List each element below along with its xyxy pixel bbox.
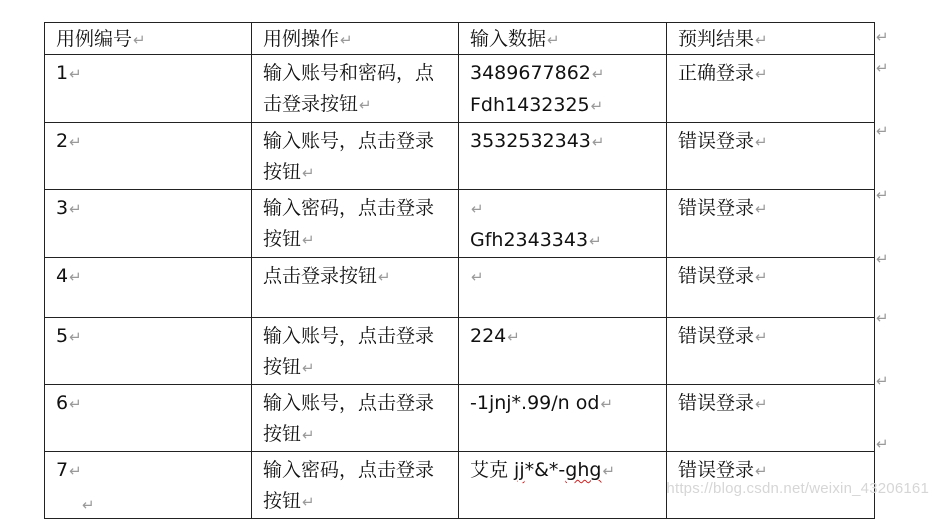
paragraph-mark-icon: ↵ xyxy=(82,496,95,514)
paragraph-mark-icon: ↵ xyxy=(755,328,768,346)
paragraph-mark-icon: ↵ xyxy=(69,328,82,346)
expected-cell: 错误登录↵ xyxy=(667,190,875,258)
case-id-cell: 3↵ xyxy=(45,190,252,258)
operation-line: 输入账号和密码，点 xyxy=(263,62,435,84)
case-id-cell: 1↵ xyxy=(45,55,252,123)
paragraph-mark-icon: ↵ xyxy=(69,395,82,413)
input-cell: 艾克 jj*&*-ghg↵ xyxy=(459,452,667,519)
paragraph-mark-icon: ↵ xyxy=(589,232,602,250)
paragraph-mark-icon: ↵ xyxy=(755,268,768,286)
expected-cell: 正确登录↵ xyxy=(667,55,875,123)
operation-cell xyxy=(252,318,459,385)
header-case-id: 用例编号↵ xyxy=(45,23,252,55)
table-row xyxy=(45,55,875,123)
paragraph-mark-icon: ↵ xyxy=(302,359,315,377)
paragraph-mark-icon: ↵ xyxy=(755,65,768,83)
expected-cell: 错误登录↵ xyxy=(667,318,875,385)
input-cell: 224↵ xyxy=(459,318,667,385)
table-row xyxy=(45,318,875,385)
row-end-mark-icon: ↵ xyxy=(876,122,889,140)
table-row xyxy=(45,385,875,452)
header-input: 输入数据↵ xyxy=(459,23,667,55)
input-line: 3489677862 xyxy=(470,62,591,84)
paragraph-mark-icon: ↵ xyxy=(302,493,315,511)
case-id-cell: 4↵ xyxy=(45,258,252,318)
paragraph-mark-icon: ↵ xyxy=(547,31,560,49)
operation-line: 输入账号，点击登录 xyxy=(263,392,435,414)
paragraph-mark-icon: ↵ xyxy=(755,395,768,413)
paragraph-mark-icon: ↵ xyxy=(378,268,391,286)
row-end-mark-icon: ↵ xyxy=(876,186,889,204)
case-id-cell: 2↵ xyxy=(45,123,252,190)
row-end-mark-icon: ↵ xyxy=(876,250,889,268)
case-id-cell: 5↵ xyxy=(45,318,252,385)
row-end-mark-icon: ↵ xyxy=(876,28,889,46)
paragraph-mark-icon: ↵ xyxy=(591,65,605,83)
paragraph-mark-icon: ↵ xyxy=(507,328,520,346)
header-expected: 预判结果↵ xyxy=(667,23,875,55)
operation-cell: 点击登录按钮↵ xyxy=(252,258,459,318)
spellcheck-underlined-text: ghg xyxy=(565,459,602,481)
operation-line: 按钮 xyxy=(263,490,302,512)
watermark: https://blog.csdn.net/weixin_43206161 xyxy=(666,480,929,497)
input-cell: 3532532343↵ xyxy=(459,123,667,190)
paragraph-mark-icon: ↵ xyxy=(471,268,484,286)
operation-cell xyxy=(252,385,459,452)
paragraph-mark-icon: ↵ xyxy=(755,462,768,480)
operation-line: 输入密码，点击登录 xyxy=(263,459,435,481)
row-end-mark-icon: ↵ xyxy=(876,59,889,77)
operation-line: 按钮 xyxy=(263,423,302,445)
operation-line: 输入账号，点击登录 xyxy=(263,130,435,152)
paragraph-mark-icon: ↵ xyxy=(69,133,82,151)
header-operation: 用例操作↵ xyxy=(252,23,459,55)
operation-line: 输入账号，点击登录 xyxy=(263,325,435,347)
row-end-mark-icon: ↵ xyxy=(876,435,889,453)
expected-cell: 错误登录↵ xyxy=(667,123,875,190)
operation-cell xyxy=(252,55,459,123)
operation-line: 按钮 xyxy=(263,161,302,183)
paragraph-mark-icon: ↵ xyxy=(590,97,604,115)
row-end-mark-icon: ↵ xyxy=(876,309,889,327)
table-header-row xyxy=(45,23,875,55)
paragraph-mark-icon: ↵ xyxy=(69,200,82,218)
paragraph-mark-icon: ↵ xyxy=(302,231,315,249)
paragraph-mark-icon: ↵ xyxy=(340,31,353,49)
expected-cell: 错误登录↵ xyxy=(667,385,875,452)
paragraph-mark-icon: ↵ xyxy=(69,65,82,83)
table-row xyxy=(45,258,875,318)
operation-cell xyxy=(252,452,459,519)
paragraph-mark-icon: ↵ xyxy=(600,395,614,413)
operation-cell xyxy=(252,190,459,258)
operation-line: 输入密码，点击登录 xyxy=(263,197,435,219)
operation-line: 按钮 xyxy=(263,356,302,378)
test-case-table xyxy=(44,22,875,519)
case-id-cell: 7↵ xyxy=(45,452,252,519)
paragraph-mark-icon: ↵ xyxy=(69,268,82,286)
paragraph-mark-icon: ↵ xyxy=(359,96,372,114)
spellcheck-underlined-text: jj xyxy=(514,459,525,481)
operation-cell xyxy=(252,123,459,190)
paragraph-mark-icon: ↵ xyxy=(602,462,616,480)
paragraph-mark-icon: ↵ xyxy=(69,462,82,480)
paragraph-mark-icon: ↵ xyxy=(755,200,768,218)
table-row xyxy=(45,123,875,190)
input-line: Fdh1432325 xyxy=(470,94,590,116)
paragraph-mark-icon: ↵ xyxy=(755,31,768,49)
expected-cell: 错误登录↵ xyxy=(667,258,875,318)
table-row xyxy=(45,190,875,258)
operation-line: 按钮 xyxy=(263,228,302,250)
paragraph-mark-icon: ↵ xyxy=(591,133,605,151)
paragraph-mark-icon: ↵ xyxy=(133,31,146,49)
input-line: Gfh2343343 xyxy=(470,229,589,251)
expected-cell: 错误登录↵ xyxy=(667,452,875,519)
paragraph-mark-icon: ↵ xyxy=(302,426,315,444)
input-cell xyxy=(459,258,667,318)
input-cell xyxy=(459,55,667,123)
input-cell xyxy=(459,190,667,258)
paragraph-mark-icon: ↵ xyxy=(471,200,484,218)
paragraph-mark-icon: ↵ xyxy=(302,164,315,182)
paragraph-mark-icon: ↵ xyxy=(755,133,768,151)
row-end-mark-icon: ↵ xyxy=(876,372,889,390)
input-cell: -1jnj*.99/n od↵ xyxy=(459,385,667,452)
case-id-cell: 6↵ xyxy=(45,385,252,452)
operation-line: 击登录按钮 xyxy=(263,93,359,115)
